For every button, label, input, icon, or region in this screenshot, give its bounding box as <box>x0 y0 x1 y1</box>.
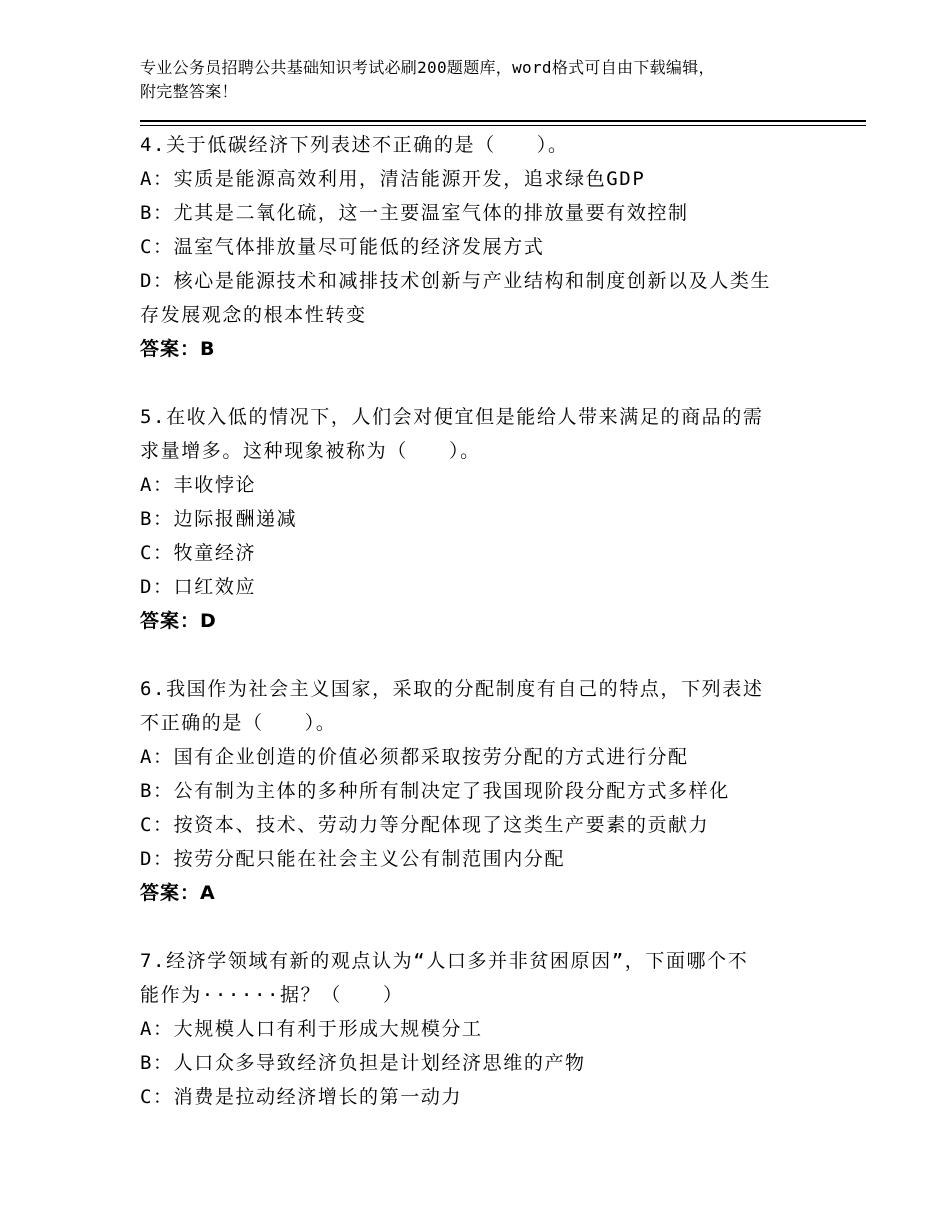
question-option: C：牧童经济 <box>140 542 257 564</box>
question-stem: 5.在收入低的情况下，人们会对便宜但是能给人带来满足的商品的需 <box>140 406 764 428</box>
question-option: B：尤其是二氧化硫，这一主要温室气体的排放量要有效控制 <box>140 202 689 224</box>
question-list <box>140 128 820 1148</box>
question-block <box>140 128 820 366</box>
question-stem: 6.我国作为社会主义国家，采取的分配制度有自己的特点，下列表述 <box>140 678 764 700</box>
question-option: D：口红效应 <box>140 576 257 598</box>
question-option: D：核心是能源技术和减排技术创新与产业结构和制度创新以及人类生 <box>140 270 772 292</box>
question-option: D：按劳分配只能在社会主义公有制范围内分配 <box>140 848 566 870</box>
question-stem: 不正确的是（ ）。 <box>140 712 337 734</box>
header-line-1: 专业公务员招聘公共基础知识考试必刷200题题库，word格式可自由下载编辑， <box>140 58 715 77</box>
header-divider-thick <box>140 120 866 122</box>
answer-label: 答案：A <box>140 882 216 904</box>
question-option: B：公有制为主体的多种所有制决定了我国现阶段分配方式多样化 <box>140 780 730 802</box>
answer-label: 答案：D <box>140 610 217 632</box>
question-block <box>140 944 820 1114</box>
question-stem: 求量增多。这种现象被称为（ ）。 <box>140 440 481 462</box>
question-option: 存发展观念的根本性转变 <box>140 304 367 326</box>
question-option: A：丰收悖论 <box>140 474 257 496</box>
document-header <box>140 56 830 104</box>
question-option: C：按资本、技术、劳动力等分配体现了这类生产要素的贡献力 <box>140 814 710 836</box>
header-divider-thin <box>140 125 866 126</box>
question-option: A：实质是能源高效利用，清洁能源开发，追求绿色GDP <box>140 168 646 190</box>
question-stem: 4.关于低碳经济下列表述不正确的是（ ）。 <box>140 134 569 156</box>
question-option: B：人口众多导致经济负担是计划经济思维的产物 <box>140 1052 586 1074</box>
question-option: A：大规模人口有利于形成大规模分工 <box>140 1018 483 1040</box>
header-line-2: 附完整答案！ <box>140 82 238 101</box>
question-block <box>140 400 820 638</box>
question-block <box>140 672 820 910</box>
question-stem: 能作为······据？（ ） <box>140 984 404 1006</box>
question-option: C：消费是拉动经济增长的第一动力 <box>140 1086 463 1108</box>
question-stem: 7.经济学领域有新的观点认为“人口多并非贫困原因”，下面哪个不 <box>140 950 749 972</box>
question-option: C：温室气体排放量尽可能低的经济发展方式 <box>140 236 545 258</box>
answer-label: 答案：B <box>140 338 216 360</box>
question-option: A：国有企业创造的价值必须都采取按劳分配的方式进行分配 <box>140 746 689 768</box>
question-option: B：边际报酬递减 <box>140 508 298 530</box>
